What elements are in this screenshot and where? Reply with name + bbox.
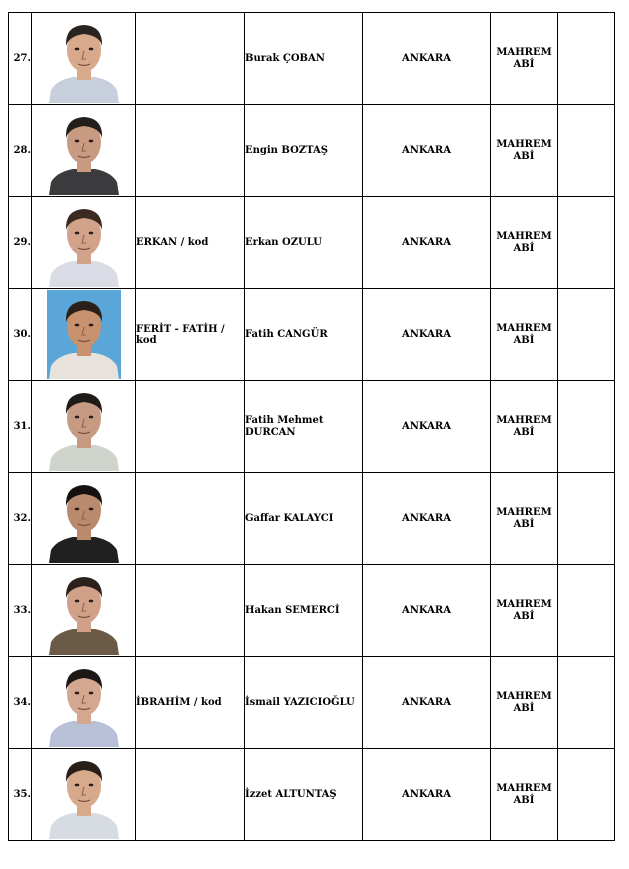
code-name: FERİT - FATİH / kod	[136, 289, 245, 381]
relation-line-2: ABİ	[513, 702, 535, 714]
portrait-photo	[32, 381, 136, 473]
portrait-photo	[32, 105, 136, 197]
city: ANKARA	[363, 105, 491, 197]
relation-line-1: MAHREM	[496, 598, 552, 610]
person-name: Gaffar KALAYCI	[245, 473, 363, 565]
relation	[491, 381, 558, 473]
row-number: 31.	[9, 381, 32, 473]
row-number: 34.	[9, 657, 32, 749]
person-name: Erkan OZULU	[245, 197, 363, 289]
portrait-image	[47, 14, 121, 103]
code-name	[136, 13, 245, 105]
portrait-photo	[32, 749, 136, 841]
city: ANKARA	[363, 749, 491, 841]
empty-cell	[558, 565, 615, 657]
portrait-photo	[32, 565, 136, 657]
row-number: 28.	[9, 105, 32, 197]
relation	[491, 473, 558, 565]
portrait-photo	[32, 289, 136, 381]
portrait-image	[47, 382, 121, 471]
empty-cell	[558, 289, 615, 381]
relation-line-1: MAHREM	[496, 414, 552, 426]
table-row	[9, 749, 615, 841]
empty-cell	[558, 749, 615, 841]
table-row	[9, 473, 615, 565]
relation-line-1: MAHREM	[496, 46, 552, 58]
city: ANKARA	[363, 197, 491, 289]
relation-line-1: MAHREM	[496, 230, 552, 242]
portrait-image	[47, 474, 121, 563]
relation-line-2: ABİ	[513, 242, 535, 254]
relation-line-2: ABİ	[513, 426, 535, 438]
code-name	[136, 105, 245, 197]
row-number: 33.	[9, 565, 32, 657]
portrait-image	[47, 198, 121, 287]
relation-line-2: ABİ	[513, 518, 535, 530]
relation	[491, 749, 558, 841]
code-name	[136, 473, 245, 565]
relation-line-1: MAHREM	[496, 506, 552, 518]
empty-cell	[558, 197, 615, 289]
code-name	[136, 749, 245, 841]
relation-line-2: ABİ	[513, 610, 535, 622]
city: ANKARA	[363, 473, 491, 565]
row-number: 35.	[9, 749, 32, 841]
code-name: ERKAN / kod	[136, 197, 245, 289]
city: ANKARA	[363, 657, 491, 749]
empty-cell	[558, 105, 615, 197]
records-table	[8, 12, 615, 841]
person-name: İzzet ALTUNTAŞ	[245, 749, 363, 841]
person-name: Fatih Mehmet DURCAN	[245, 381, 363, 473]
records-body	[9, 13, 615, 841]
empty-cell	[558, 657, 615, 749]
code-name	[136, 565, 245, 657]
portrait-image	[47, 290, 121, 379]
city: ANKARA	[363, 13, 491, 105]
portrait-image	[47, 106, 121, 195]
table-row	[9, 197, 615, 289]
table-row	[9, 13, 615, 105]
code-name	[136, 381, 245, 473]
person-name: Fatih CANGÜR	[245, 289, 363, 381]
code-name: İBRAHİM / kod	[136, 657, 245, 749]
city: ANKARA	[363, 289, 491, 381]
relation	[491, 657, 558, 749]
city: ANKARA	[363, 565, 491, 657]
portrait-photo	[32, 197, 136, 289]
empty-cell	[558, 13, 615, 105]
relation-line-2: ABİ	[513, 58, 535, 70]
person-name: Hakan SEMERCİ	[245, 565, 363, 657]
portrait-photo	[32, 473, 136, 565]
relation	[491, 13, 558, 105]
empty-cell	[558, 473, 615, 565]
row-number: 32.	[9, 473, 32, 565]
relation	[491, 289, 558, 381]
portrait-photo	[32, 13, 136, 105]
portrait-image	[47, 566, 121, 655]
relation-line-2: ABİ	[513, 150, 535, 162]
person-name: Engin BOZTAŞ	[245, 105, 363, 197]
table-row	[9, 289, 615, 381]
person-name: Burak ÇOBAN	[245, 13, 363, 105]
portrait-image	[47, 750, 121, 839]
relation-line-1: MAHREM	[496, 782, 552, 794]
relation-line-2: ABİ	[513, 334, 535, 346]
row-number: 29.	[9, 197, 32, 289]
row-number: 27.	[9, 13, 32, 105]
table-row	[9, 657, 615, 749]
relation	[491, 105, 558, 197]
table-row	[9, 105, 615, 197]
relation	[491, 197, 558, 289]
row-number: 30.	[9, 289, 32, 381]
table-row	[9, 381, 615, 473]
city: ANKARA	[363, 381, 491, 473]
empty-cell	[558, 381, 615, 473]
portrait-image	[47, 658, 121, 747]
table-row	[9, 565, 615, 657]
person-name: İsmail YAZICIOĞLU	[245, 657, 363, 749]
portrait-photo	[32, 657, 136, 749]
relation-line-1: MAHREM	[496, 322, 552, 334]
relation-line-2: ABİ	[513, 794, 535, 806]
relation-line-1: MAHREM	[496, 690, 552, 702]
relation	[491, 565, 558, 657]
relation-line-1: MAHREM	[496, 138, 552, 150]
